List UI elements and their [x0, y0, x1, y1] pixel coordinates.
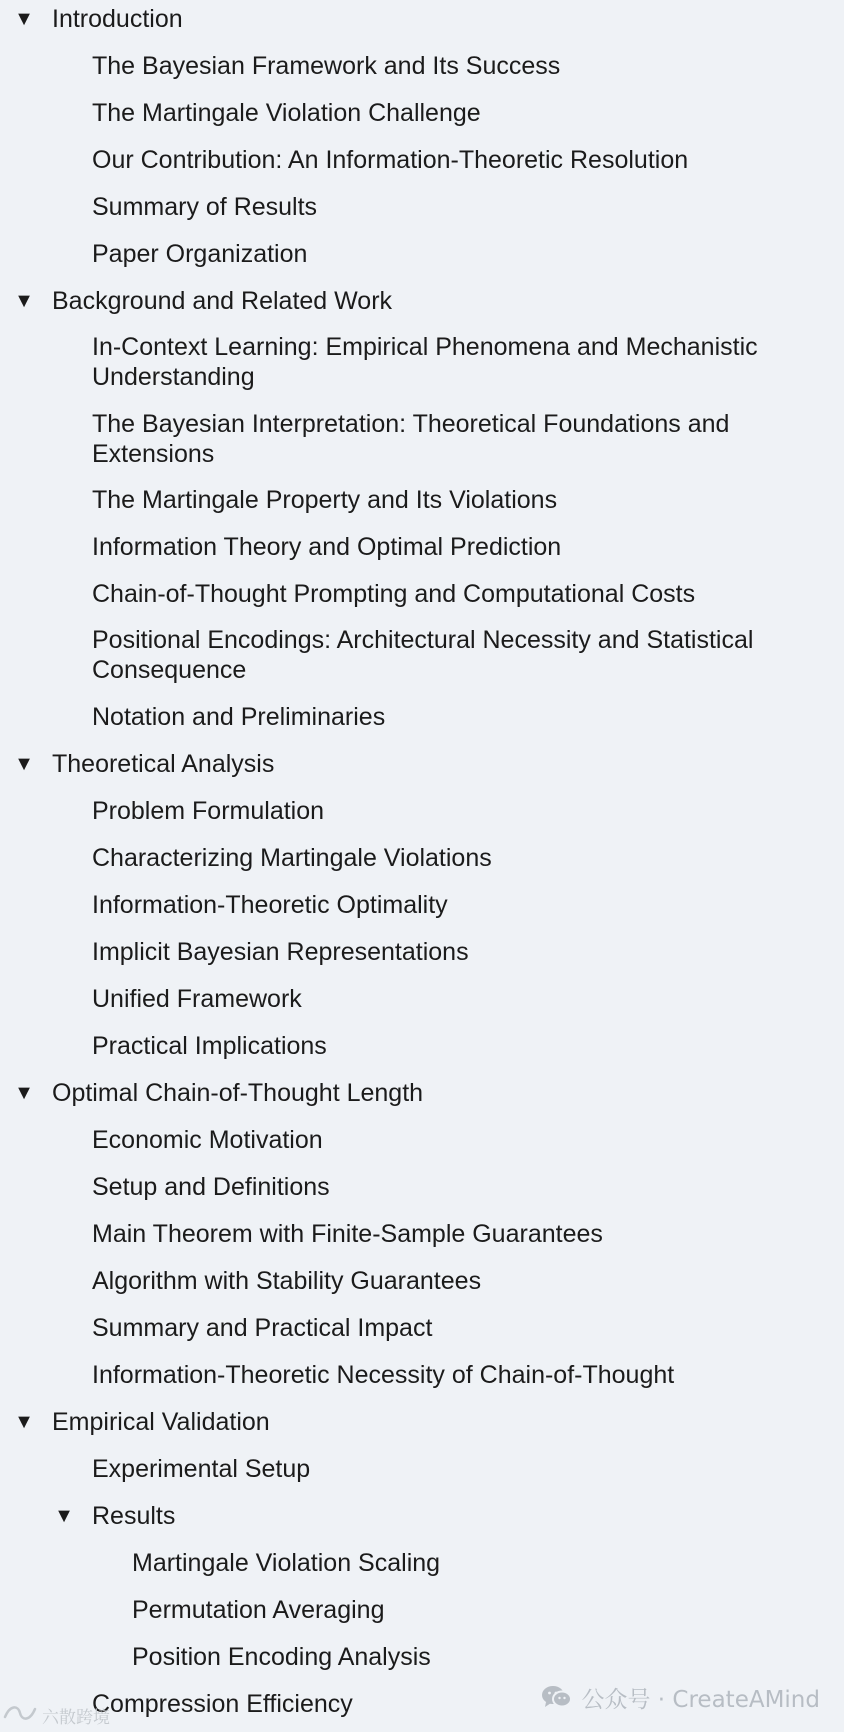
toc-item-label[interactable]: In-Context Learning: Empirical Phenomena and Mechanistic Understanding	[92, 333, 758, 391]
toc-section-title[interactable]: Optimal Chain-of-Thought Length	[52, 1079, 424, 1107]
collapse-caret-icon[interactable]: ▼	[14, 290, 34, 312]
toc-item-label[interactable]: Setup and Definitions	[92, 1173, 330, 1201]
toc-item-label[interactable]: Information-Theoretic Necessity of Chain-of-Thought	[92, 1361, 675, 1389]
toc-item-label[interactable]: The Martingale Violation Challenge	[92, 99, 481, 127]
toc-item-label[interactable]: The Bayesian Interpretation: Theoretical Foundations and Extensions	[92, 410, 730, 468]
logo-icon	[2, 1702, 38, 1729]
toc-item-label[interactable]: Algorithm with Stability Guarantees	[92, 1267, 482, 1295]
toc-section-title[interactable]: Introduction	[52, 5, 183, 33]
wechat-icon	[541, 1684, 573, 1710]
toc-item-label[interactable]: Paper Organization	[92, 240, 308, 268]
toc-item-label[interactable]: Positional Encodings: Architectural Necessity and Statistical Consequence	[92, 626, 754, 684]
watermark-text: 公众号 · CreateAMind	[581, 1686, 820, 1713]
corner-watermark-text: 六散跨境	[42, 1707, 110, 1728]
toc-item-label[interactable]: Position Encoding Analysis	[132, 1643, 431, 1671]
toc-item-label[interactable]: Main Theorem with Finite-Sample Guarantees	[92, 1220, 603, 1248]
toc-item-label[interactable]: Summary and Practical Impact	[92, 1314, 433, 1342]
toc-item-label[interactable]: The Bayesian Framework and Its Success	[92, 52, 561, 80]
collapse-caret-icon[interactable]: ▼	[14, 8, 34, 30]
toc-item-label[interactable]: Martingale Violation Scaling	[132, 1549, 441, 1577]
toc-section-title[interactable]: Empirical Validation	[52, 1408, 270, 1436]
corner-watermark	[2, 1702, 110, 1728]
toc-item-label[interactable]: Information Theory and Optimal Prediction	[92, 533, 562, 561]
toc-item-label[interactable]: Characterizing Martingale Violations	[92, 844, 492, 872]
toc-item-label[interactable]: Compression Efficiency	[92, 1690, 353, 1718]
collapse-caret-icon[interactable]: ▼	[14, 753, 34, 775]
toc-item-label[interactable]: Information-Theoretic Optimality	[92, 891, 448, 919]
toc-item-label[interactable]: Permutation Averaging	[132, 1596, 385, 1624]
toc-item-label[interactable]: Practical Implications	[92, 1032, 327, 1060]
toc-item-label[interactable]: Our Contribution: An Information-Theoretic Resolution	[92, 146, 689, 174]
collapse-caret-icon[interactable]: ▼	[54, 1505, 74, 1527]
toc-item-label[interactable]: Economic Motivation	[92, 1126, 323, 1154]
toc-item-label[interactable]: Problem Formulation	[92, 797, 325, 825]
toc-item-label[interactable]: Experimental Setup	[92, 1455, 311, 1483]
collapse-caret-icon[interactable]: ▼	[14, 1082, 34, 1104]
toc-item-label[interactable]: Chain-of-Thought Prompting and Computational Costs	[92, 580, 696, 608]
toc-item-label[interactable]: Implicit Bayesian Representations	[92, 938, 469, 966]
toc-subsection-title[interactable]: Results	[92, 1502, 176, 1530]
toc-section-title[interactable]: Theoretical Analysis	[52, 750, 275, 778]
toc-item-label[interactable]: The Martingale Property and Its Violations	[92, 486, 558, 514]
toc-item-label[interactable]: Summary of Results	[92, 193, 318, 221]
collapse-caret-icon[interactable]: ▼	[14, 1411, 34, 1433]
wechat-watermark	[541, 1681, 820, 1713]
toc-section-title[interactable]: Background and Related Work	[52, 287, 393, 315]
toc-item-label[interactable]: Notation and Preliminaries	[92, 703, 386, 731]
toc-item-label[interactable]: Unified Framework	[92, 985, 302, 1013]
